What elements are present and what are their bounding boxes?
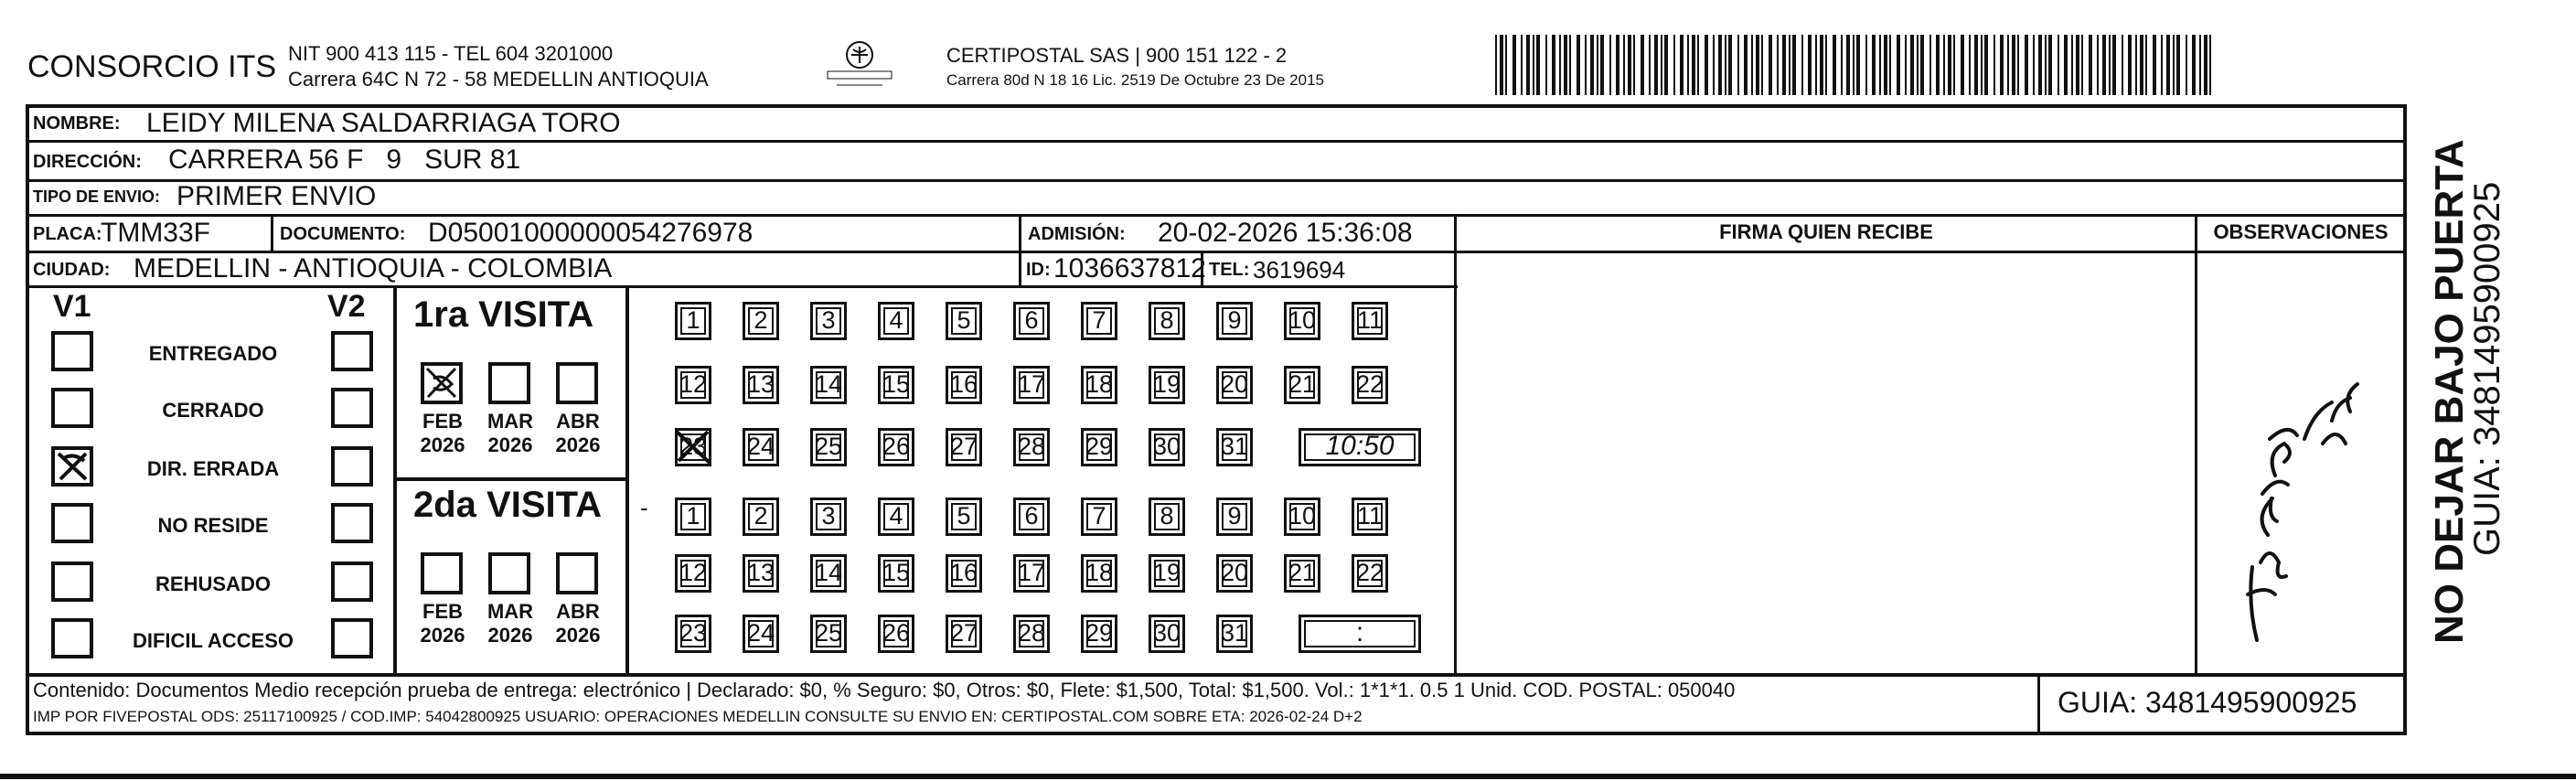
status-label: DIR. ERRADA bbox=[146, 457, 280, 480]
v2-checkbox[interactable] bbox=[331, 562, 373, 602]
barcode-bar bbox=[1692, 35, 1695, 95]
barcode-bar bbox=[2033, 35, 2035, 95]
barcode-bar bbox=[1905, 35, 1907, 95]
barcode-bar bbox=[2097, 35, 2099, 95]
barcode-bar bbox=[1623, 35, 1625, 95]
barcode-bar bbox=[2025, 35, 2028, 95]
barcode-bar bbox=[1744, 35, 1748, 95]
day-box[interactable]: 4 bbox=[878, 497, 914, 536]
day-box[interactable]: 22 bbox=[1352, 366, 1388, 404]
month-checkbox[interactable] bbox=[556, 552, 598, 594]
day-box[interactable]: 2 bbox=[743, 302, 779, 340]
day-box[interactable]: 17 bbox=[1013, 366, 1050, 404]
barcode-bar bbox=[1628, 35, 1631, 95]
day-box[interactable]: 27 bbox=[946, 428, 982, 466]
direccion-value: CARRERA 56 F 9 SUR 81 bbox=[168, 144, 521, 175]
barcode-bar bbox=[1705, 35, 1708, 95]
day-box[interactable]: 26 bbox=[878, 428, 914, 466]
barcode-bar bbox=[2089, 35, 2092, 95]
day-box[interactable]: 24 bbox=[743, 428, 779, 466]
certipostal-line: CERTIPOSTAL SAS | 900 151 122 - 2 bbox=[946, 44, 1288, 67]
day-box[interactable]: 1 bbox=[675, 497, 711, 536]
barcode-bar bbox=[1936, 35, 1940, 95]
barcode-bar bbox=[1884, 35, 1887, 95]
v2-checkbox[interactable] bbox=[331, 446, 373, 487]
day-box[interactable]: 4 bbox=[878, 302, 914, 340]
barcode-bar bbox=[2204, 35, 2207, 95]
day-box[interactable]: 10 bbox=[1284, 302, 1320, 340]
admision-value: 20-02-2026 15:36:08 bbox=[1158, 218, 1413, 248]
v1-checkbox[interactable] bbox=[51, 331, 93, 371]
observaciones-header: OBSERVACIONES bbox=[2213, 220, 2389, 243]
day-box[interactable]: 22 bbox=[1352, 554, 1388, 593]
barcode-bar bbox=[2192, 35, 2196, 95]
v1-header: V1 bbox=[53, 289, 91, 324]
barcode-bar bbox=[2135, 35, 2137, 95]
status-label: CERRADO bbox=[162, 399, 264, 422]
day-box[interactable]: 14 bbox=[810, 366, 847, 404]
barcode-bar bbox=[2173, 35, 2175, 95]
day-box[interactable]: 18 bbox=[1081, 366, 1117, 404]
barcode-bar bbox=[2176, 35, 2180, 95]
day-box[interactable]: 7 bbox=[1081, 302, 1117, 340]
barcode-bar bbox=[1649, 35, 1651, 95]
day-box[interactable]: 21 bbox=[1284, 366, 1320, 404]
barcode-bar bbox=[1495, 35, 1497, 95]
company-address: Carrera 64C N 72 - 58 MEDELLIN ANTIOQUIA bbox=[288, 68, 709, 91]
certipostal-address: Carrera 80d N 18 16 Lic. 2519 De Octubre 23 De 2015 bbox=[946, 71, 1324, 89]
day-box[interactable]: 30 bbox=[1149, 615, 1185, 653]
status-label: DIFICIL ACCESO bbox=[132, 629, 294, 652]
barcode-bar bbox=[1552, 35, 1555, 95]
barcode-bar bbox=[1974, 35, 1978, 95]
barcode-bar bbox=[1920, 35, 1924, 95]
month-label: ABR bbox=[556, 600, 600, 623]
day-box[interactable]: 9 bbox=[1216, 302, 1253, 340]
barcode-bar bbox=[1597, 35, 1598, 95]
barcode-bar bbox=[1641, 35, 1644, 95]
day-box[interactable]: 25 bbox=[810, 428, 847, 466]
day-box[interactable]: 25 bbox=[810, 615, 847, 653]
year-label: 2026 bbox=[555, 433, 601, 456]
day-check-mark bbox=[673, 426, 715, 468]
day-box[interactable]: 5 bbox=[946, 497, 982, 536]
day-box[interactable]: 14 bbox=[810, 554, 847, 593]
day-box[interactable]: 8 bbox=[1149, 302, 1185, 340]
barcode-bar bbox=[1853, 35, 1855, 95]
month-checkbox[interactable] bbox=[556, 362, 598, 404]
firma-header: FIRMA QUIEN RECIBE bbox=[1719, 220, 1933, 243]
barcode-bar bbox=[1533, 35, 1534, 95]
no-dejar-notice: NO DEJAR BAJO PUERTA bbox=[2427, 139, 2472, 644]
month-label: FEB bbox=[422, 600, 463, 623]
barcode-bar bbox=[2048, 35, 2052, 95]
barcode-bar bbox=[1792, 35, 1796, 95]
barcode-bar bbox=[2102, 35, 2106, 95]
footer-imp: IMP POR FIVEPOSTAL ODS: 25117100925 / COD.IMP: 54042800925 USUARIO: OPERACIONES MEDELLIN CONSULTE SU ENVIO EN: CERTIPOSTAL.COM SOBRE ETA: 2026-02-24 D+2 bbox=[33, 708, 1363, 725]
day-box[interactable]: 27 bbox=[946, 615, 982, 653]
id-value: 1036637812 bbox=[1053, 253, 1206, 284]
barcode-bar bbox=[1910, 35, 1914, 95]
day-box[interactable]: 11 bbox=[1352, 302, 1388, 340]
barcode-bar bbox=[1512, 35, 1516, 95]
day-box[interactable]: 3 bbox=[810, 497, 847, 536]
barcode-bar bbox=[2045, 35, 2047, 95]
day-box[interactable]: 7 bbox=[1081, 497, 1117, 536]
barcode-bar bbox=[1577, 35, 1580, 95]
day-box[interactable]: 23 bbox=[675, 615, 711, 653]
barcode-bar bbox=[2064, 35, 2068, 95]
barcode-bar bbox=[1526, 35, 1530, 95]
tel-value: 3619694 bbox=[1253, 256, 1346, 284]
barcode-bar bbox=[1609, 35, 1611, 95]
month-checkbox[interactable] bbox=[421, 552, 463, 594]
barcode-bar bbox=[1815, 35, 1817, 95]
nit-line: NIT 900 413 115 - TEL 604 3201000 bbox=[288, 42, 614, 65]
day-box[interactable]: 31 bbox=[1216, 428, 1253, 466]
barcode-bar bbox=[2140, 35, 2143, 95]
barcode-bar bbox=[2038, 35, 2042, 95]
day-box[interactable]: 20 bbox=[1216, 366, 1253, 404]
barcode-bar bbox=[1521, 35, 1523, 95]
v2-checkbox[interactable] bbox=[331, 388, 373, 428]
v1-checkbox[interactable] bbox=[51, 446, 93, 487]
documento-value: D05001000000054276978 bbox=[428, 218, 754, 248]
barcode-bar bbox=[1728, 35, 1732, 95]
year-label: 2026 bbox=[555, 624, 601, 647]
day-box[interactable]: 6 bbox=[1013, 302, 1050, 340]
tipo-envio-label: TIPO DE ENVIO: bbox=[33, 187, 161, 206]
barcode-bar bbox=[2161, 35, 2163, 95]
v1-checkbox[interactable] bbox=[51, 388, 93, 428]
day-box[interactable]: 9 bbox=[1216, 497, 1253, 536]
day-box[interactable]: 19 bbox=[1149, 366, 1185, 404]
barcode-bar bbox=[2007, 35, 2009, 95]
day-box[interactable]: 10 bbox=[1284, 497, 1320, 536]
barcode-bar bbox=[2153, 35, 2156, 95]
year-label: 2026 bbox=[420, 433, 465, 456]
barcode-bar bbox=[1984, 35, 1988, 95]
v2-checkbox[interactable] bbox=[331, 618, 373, 658]
v1-checkbox[interactable] bbox=[51, 562, 93, 602]
side-guia: GUIA: 3481495900925 bbox=[2467, 181, 2507, 556]
ciudad-label: CIUDAD: bbox=[33, 260, 111, 280]
barcode-bar bbox=[1808, 35, 1812, 95]
barcode-bar bbox=[1500, 35, 1503, 95]
barcode-bar bbox=[1953, 35, 1955, 95]
barcode-bar bbox=[1559, 35, 1561, 95]
barcode-bar bbox=[1897, 35, 1900, 95]
day-box[interactable]: 23 bbox=[675, 428, 711, 466]
barcode-bar bbox=[1654, 35, 1658, 95]
v1-checkbox[interactable] bbox=[51, 503, 93, 543]
barcode-bar bbox=[2128, 35, 2132, 95]
barcode-bar bbox=[1713, 35, 1715, 95]
day-box[interactable]: 2 bbox=[743, 497, 779, 536]
barcode-bar bbox=[1756, 35, 1759, 95]
nombre-value: LEIDY MILENA SALDARRIAGA TORO bbox=[146, 108, 621, 138]
barcode-bar bbox=[1585, 35, 1587, 95]
status-label: NO RESIDE bbox=[157, 514, 269, 537]
second-visit-title: 2da VISITA bbox=[413, 485, 602, 525]
barcode-bar bbox=[2166, 35, 2170, 95]
time-box[interactable]: : bbox=[1299, 615, 1421, 653]
barcode-bar bbox=[1590, 35, 1594, 95]
status-label: ENTREGADO bbox=[148, 342, 278, 365]
day-box[interactable]: 28 bbox=[1013, 428, 1050, 466]
barcode-bar bbox=[2199, 35, 2201, 95]
barcode-bar bbox=[1820, 35, 1823, 95]
barcode bbox=[1495, 35, 2218, 95]
barcode-bar bbox=[1961, 35, 1964, 95]
barcode-bar bbox=[1948, 35, 1951, 95]
barcode-bar bbox=[1801, 35, 1803, 95]
barcode-bar bbox=[2017, 35, 2019, 95]
barcode-bar bbox=[1725, 35, 1726, 95]
day-box[interactable]: 29 bbox=[1081, 615, 1117, 653]
placa-value: TMM33F bbox=[101, 218, 210, 248]
ciudad-value: MEDELLIN - ANTIOQUIA - COLOMBIA bbox=[134, 253, 613, 284]
barcode-bar bbox=[1833, 35, 1836, 95]
day-box[interactable]: 12 bbox=[675, 554, 711, 593]
barcode-bar bbox=[2112, 35, 2116, 95]
barcode-bar bbox=[1879, 35, 1881, 95]
barcode-bar bbox=[1545, 35, 1547, 95]
barcode-bar bbox=[2145, 35, 2147, 95]
day-box[interactable]: 19 bbox=[1149, 554, 1185, 593]
year-label: 2026 bbox=[420, 624, 465, 647]
barcode-bar bbox=[1564, 35, 1567, 95]
company-name: CONSORCIO ITS bbox=[27, 49, 277, 84]
first-visit-title: 1ra VISITA bbox=[413, 294, 594, 335]
tipo-envio-value: PRIMER ENVIO bbox=[176, 181, 377, 211]
time-box[interactable]: 10:50 bbox=[1299, 428, 1421, 466]
barcode-bar bbox=[1761, 35, 1763, 95]
barcode-bar bbox=[2058, 35, 2059, 95]
barcode-bar bbox=[1782, 35, 1786, 95]
month-label: FEB bbox=[422, 410, 463, 433]
v2-checkbox[interactable] bbox=[331, 331, 373, 371]
barcode-bar bbox=[1872, 35, 1876, 95]
day-box[interactable]: 28 bbox=[1013, 615, 1050, 653]
barcode-bar bbox=[1664, 35, 1668, 95]
barcode-bar bbox=[1697, 35, 1699, 95]
barcode-bar bbox=[1737, 35, 1739, 95]
day-box[interactable]: 20 bbox=[1216, 554, 1253, 593]
documento-label: DOCUMENTO: bbox=[280, 224, 406, 244]
barcode-bar bbox=[1825, 35, 1827, 95]
day-box[interactable]: 8 bbox=[1149, 497, 1185, 536]
barcode-bar bbox=[1751, 35, 1753, 95]
day-box[interactable]: 21 bbox=[1284, 554, 1320, 593]
month-checkbox[interactable] bbox=[488, 362, 530, 404]
barcode-bar bbox=[1687, 35, 1689, 95]
month-checkbox[interactable] bbox=[488, 552, 530, 594]
barcode-bar bbox=[1777, 35, 1779, 95]
month-checkbox[interactable] bbox=[421, 362, 463, 404]
day-box[interactable]: 13 bbox=[743, 366, 779, 404]
day-box[interactable]: 6 bbox=[1013, 497, 1050, 536]
barcode-bar bbox=[2071, 35, 2073, 95]
barcode-bar bbox=[1661, 35, 1662, 95]
barcode-bar bbox=[1505, 35, 1507, 95]
barcode-bar bbox=[2081, 35, 2083, 95]
day-box[interactable]: 11 bbox=[1352, 497, 1388, 536]
month-label: MAR bbox=[486, 600, 534, 623]
barcode-bar bbox=[1856, 35, 1860, 95]
admision-label: ADMISIÓN: bbox=[1028, 224, 1126, 244]
day-box[interactable]: 5 bbox=[946, 302, 982, 340]
certipostal-logo bbox=[818, 37, 901, 91]
handwritten-observation bbox=[2213, 338, 2396, 658]
day-box[interactable]: 24 bbox=[743, 615, 779, 653]
barcode-bar bbox=[1769, 35, 1772, 95]
day-box[interactable]: 15 bbox=[878, 366, 914, 404]
day-box[interactable]: 31 bbox=[1216, 615, 1253, 653]
barcode-bar bbox=[2109, 35, 2111, 95]
barcode-bar bbox=[2076, 35, 2079, 95]
barcode-bar bbox=[1680, 35, 1683, 95]
barcode-bar bbox=[1889, 35, 1891, 95]
barcode-bar bbox=[2186, 35, 2187, 95]
day-box[interactable]: 12 bbox=[675, 366, 711, 404]
month-label: MAR bbox=[486, 410, 534, 433]
barcode-bar bbox=[2012, 35, 2015, 95]
day-box[interactable]: 26 bbox=[878, 615, 914, 653]
barcode-bar bbox=[1865, 35, 1867, 95]
barcode-bar bbox=[1673, 35, 1675, 95]
day-box[interactable]: 1 bbox=[675, 302, 711, 340]
day-box[interactable]: 15 bbox=[878, 554, 914, 593]
v1-checkbox[interactable] bbox=[51, 618, 93, 658]
year-label: 2026 bbox=[487, 624, 533, 647]
day-box[interactable]: 29 bbox=[1081, 428, 1117, 466]
day-box[interactable]: 30 bbox=[1149, 428, 1185, 466]
day-box[interactable]: 3 bbox=[810, 302, 847, 340]
footer-guia: GUIA: 3481495900925 bbox=[2058, 686, 2357, 719]
day-box[interactable]: 16 bbox=[946, 554, 982, 593]
placa-label: PLACA: bbox=[33, 224, 102, 244]
barcode-bar bbox=[1633, 35, 1635, 95]
barcode-bar bbox=[2000, 35, 2004, 95]
nombre-label: NOMBRE: bbox=[33, 113, 121, 134]
barcode-bar bbox=[1841, 35, 1843, 95]
status-label: REHUSADO bbox=[155, 572, 271, 595]
barcode-bar bbox=[1917, 35, 1919, 95]
tel-label: TEL: bbox=[1209, 260, 1250, 280]
barcode-bar bbox=[1600, 35, 1604, 95]
direccion-label: DIRECCIÓN: bbox=[33, 152, 142, 172]
day-box[interactable]: 16 bbox=[946, 366, 982, 404]
v2-checkbox[interactable] bbox=[331, 503, 373, 543]
barcode-bar bbox=[1789, 35, 1790, 95]
barcode-bar bbox=[2209, 35, 2211, 95]
barcode-bar bbox=[1616, 35, 1619, 95]
day-box[interactable]: 13 bbox=[743, 554, 779, 593]
barcode-bar bbox=[1981, 35, 1983, 95]
barcode-bar bbox=[1569, 35, 1571, 95]
day-box[interactable]: 18 bbox=[1081, 554, 1117, 593]
footer-contenido: Contenido: Documentos Medio recepción prueba de entrega: electrónico | Declarado: $0, % Seguro: $0, Otros: $0, Flete: $1,500, Total: $1,500. Vol.: 1*1*1. 0.5 1 Unid. COD. POSTAL: 050040 bbox=[33, 679, 1736, 701]
barcode-bar bbox=[1943, 35, 1945, 95]
v2-header: V2 bbox=[327, 289, 366, 324]
day-box[interactable]: 17 bbox=[1013, 554, 1050, 593]
barcode-bar bbox=[2122, 35, 2123, 95]
id-label: ID: bbox=[1026, 260, 1051, 280]
barcode-bar bbox=[1969, 35, 1971, 95]
month-label: ABR bbox=[556, 410, 600, 433]
second-visit-dash: - bbox=[640, 494, 648, 521]
barcode-bar bbox=[1718, 35, 1722, 95]
barcode-bar bbox=[1536, 35, 1540, 95]
year-label: 2026 bbox=[487, 433, 533, 456]
barcode-bar bbox=[1929, 35, 1931, 95]
barcode-bar bbox=[1993, 35, 1995, 95]
barcode-bar bbox=[1846, 35, 1850, 95]
